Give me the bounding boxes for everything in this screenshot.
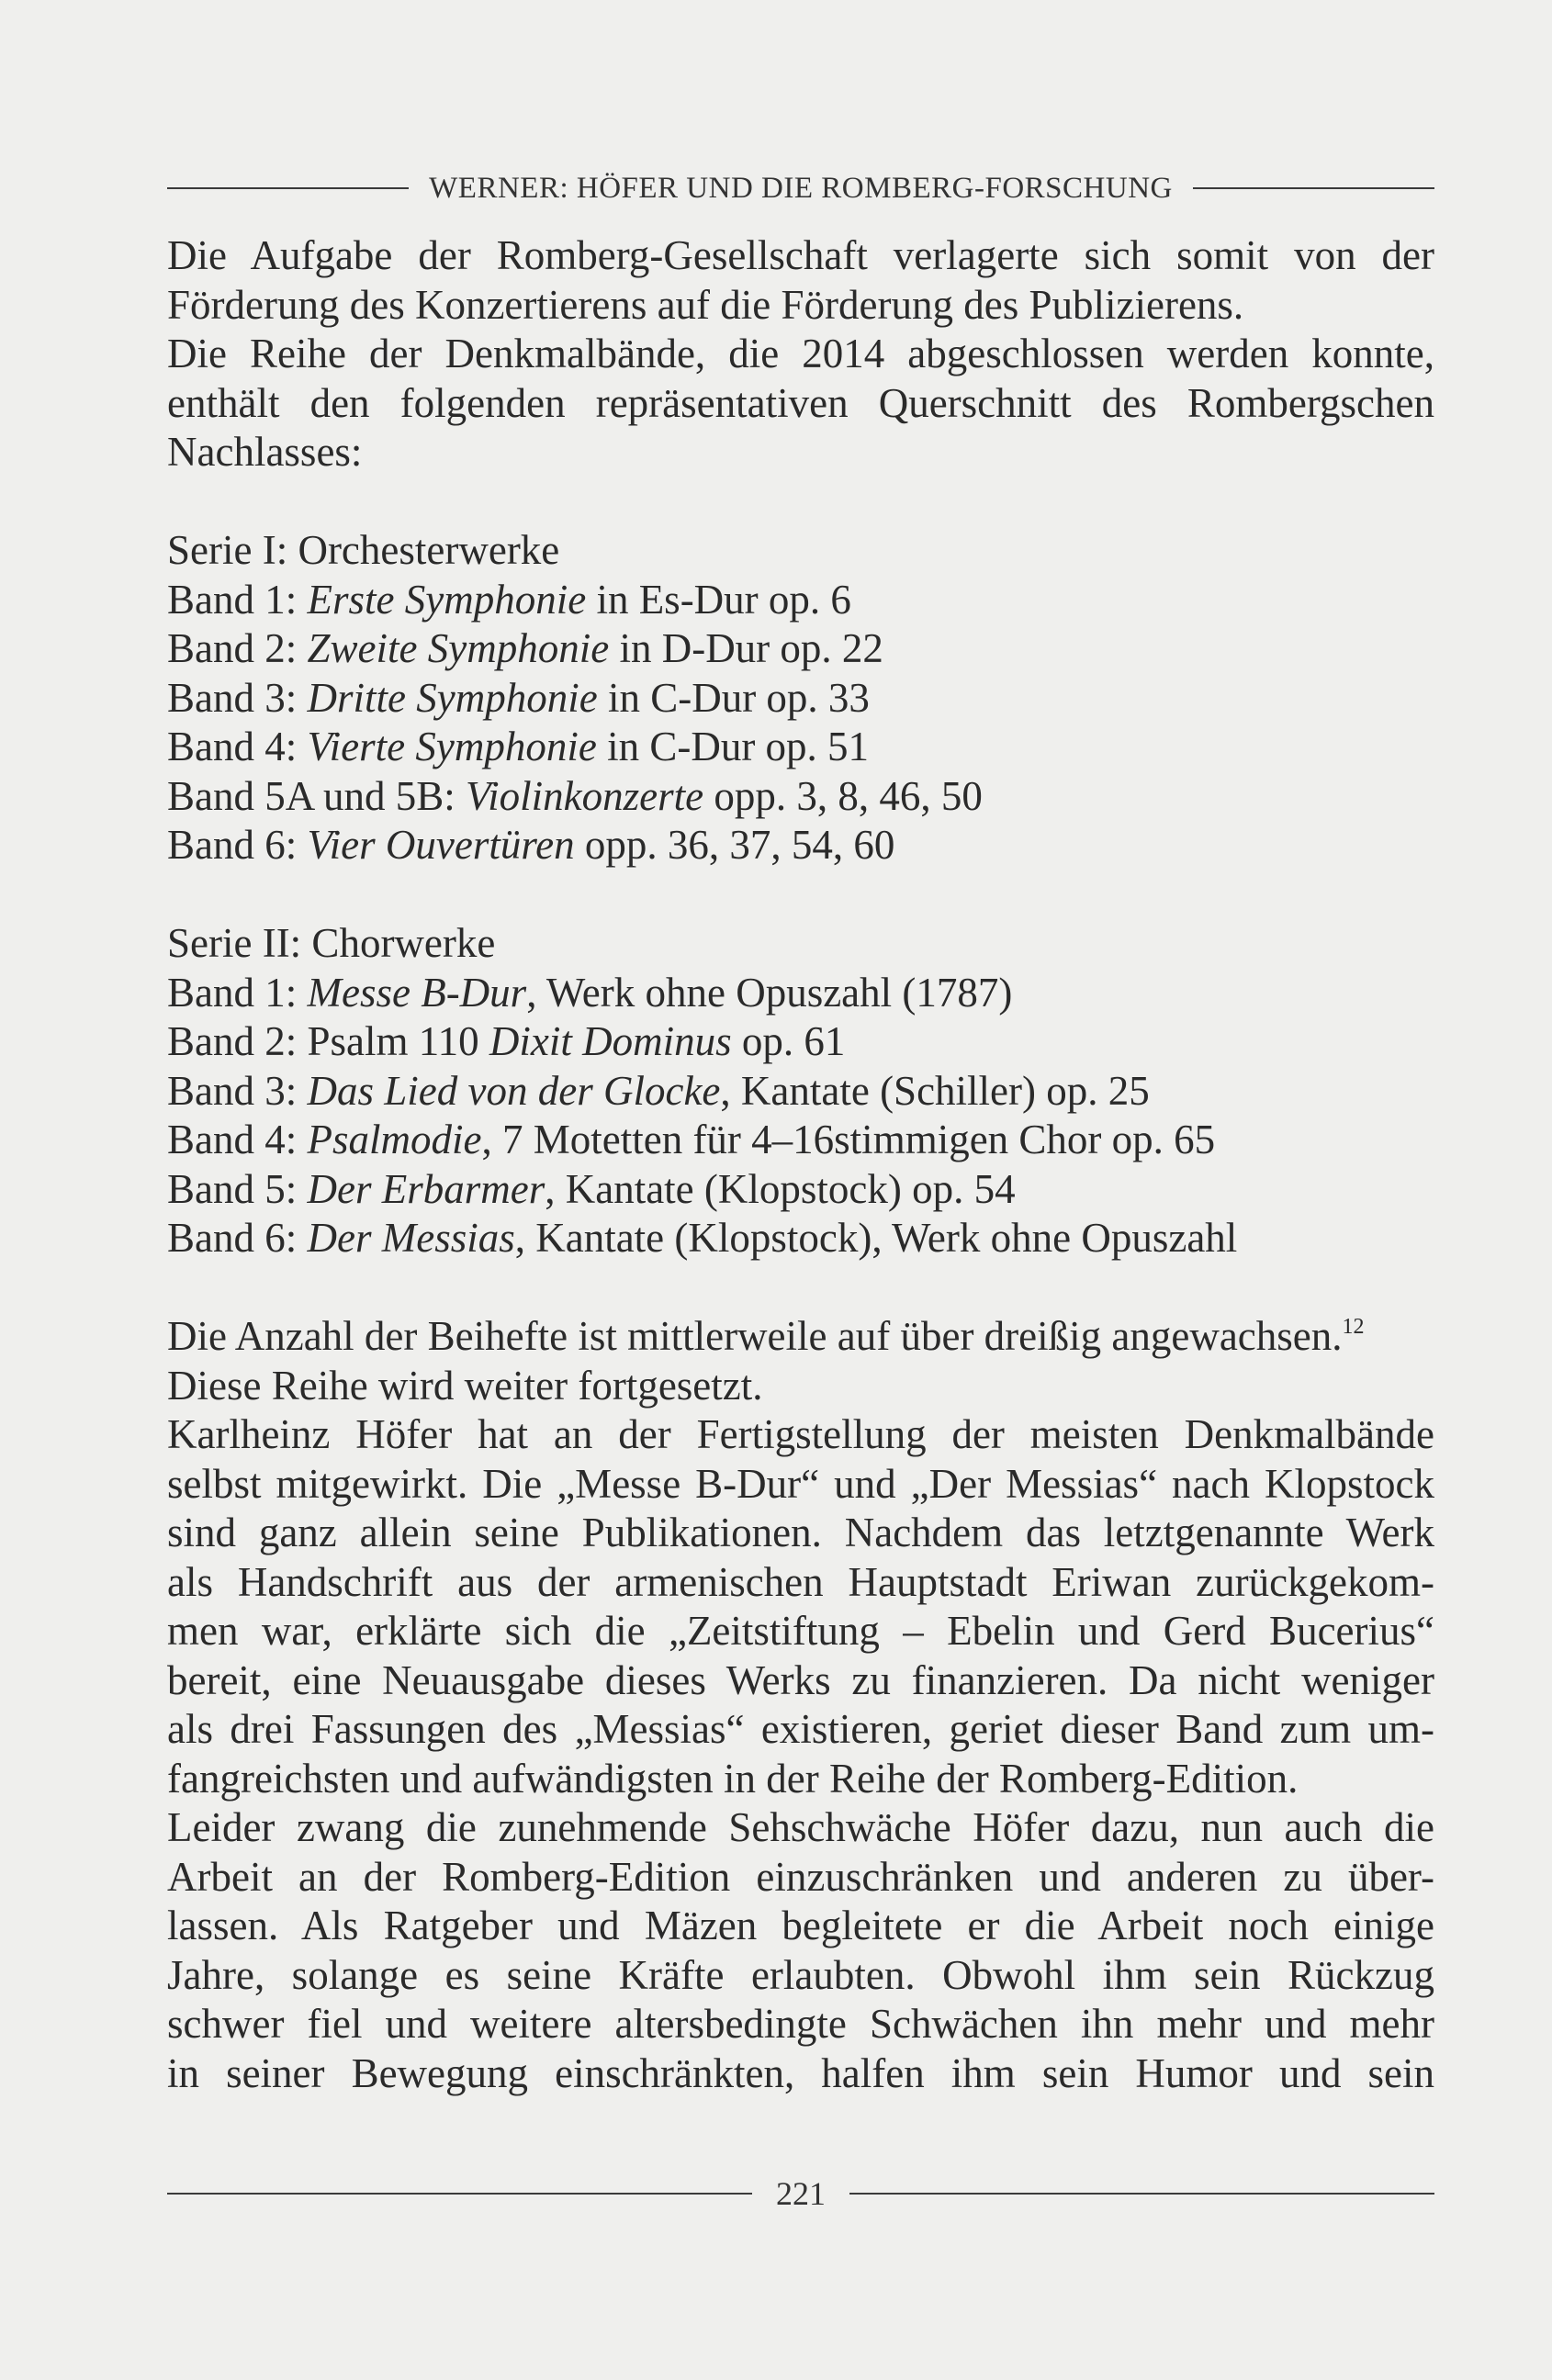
work-title: Dixit Dominus xyxy=(489,1018,732,1064)
list-item: Band 4: Psalmodie, 7 Motetten für 4–16stimmigen Chor op. 65 xyxy=(167,1117,1216,1162)
text-line: als drei Fassungen des „Messias“ existieren, geriet dieser Band zum um- xyxy=(167,1706,1434,1752)
header-rule-right xyxy=(1193,187,1434,189)
list-item: Band 2: Zweite Symphonie in D-Dur op. 22 xyxy=(167,625,883,671)
list-item: Band 6: Vier Ouvertüren opp. 36, 37, 54, 60 xyxy=(167,822,895,868)
list-item: Band 4: Vierte Symphonie in C-Dur op. 51 xyxy=(167,724,870,769)
footnote-ref[interactable]: 12 xyxy=(1342,1315,1365,1339)
text-line: Die Reihe der Denkmalbände, die 2014 abgeschlossen werden konnte, xyxy=(167,331,1434,376)
text-line: lassen. Als Ratgeber und Mäzen begleitete er die Arbeit noch einige xyxy=(167,1903,1434,1948)
footer-rule-left xyxy=(167,2193,752,2195)
running-head xyxy=(167,165,1434,211)
text-line: Leider zwang die zunehmende Sehschwäche Höfer dazu, nun auch die xyxy=(167,1804,1434,1850)
text-line: enthält den folgenden repräsentativen Querschnitt des Rombergschen xyxy=(167,379,1434,426)
text-line: als Handschrift aus der armenischen Hauptstadt Eriwan zurückgekom- xyxy=(167,1558,1434,1605)
list-item: Band 6: Der Messias, Kantate (Klopstock), Werk ohne Opuszahl xyxy=(167,1215,1238,1261)
header-rule-left xyxy=(167,187,409,189)
text-line: in seiner Bewegung einschränkten, halfen ihm sein Humor und sein xyxy=(167,2049,1434,2096)
body-text xyxy=(167,231,1434,2098)
work-title: Der Messias xyxy=(307,1215,515,1261)
running-title: WERNER: HÖFER UND DIE ROMBERG-FORSCHUNG xyxy=(429,171,1173,205)
text-line: Förderung des Konzertierens auf die Förderung des Publizierens. xyxy=(167,281,1244,328)
work-title: Dritte Symphonie xyxy=(307,674,598,721)
list-item: Band 1: Erste Symphonie in Es-Dur op. 6 xyxy=(167,576,851,623)
text-line: Die Aufgabe der Romberg-Gesellschaft verlagerte sich somit von der xyxy=(167,232,1434,278)
text-line: men war, erklärte sich die „Zeitstiftung – Ebelin und Gerd Bucerius“ xyxy=(167,1608,1434,1654)
series-heading: Serie I: Orchesterwerke xyxy=(167,527,560,573)
list-item: Band 5: Der Erbarmer, Kantate (Klopstock) op. 54 xyxy=(167,1165,1016,1212)
series-heading: Serie II: Chorwerke xyxy=(167,920,496,966)
work-title: Erste Symphonie xyxy=(307,576,587,623)
text-line: Nachlasses: xyxy=(167,429,363,475)
work-title: Messe B-Dur xyxy=(307,969,527,1016)
text-line: fangreichsten und aufwändigsten in der Reihe der Romberg-Edition. xyxy=(167,1755,1299,1802)
list-item: Band 2: Psalm 110 Dixit Dominus op. 61 xyxy=(167,1018,846,1064)
text-line: bereit, eine Neuausgabe dieses Werks zu finanzieren. Da nicht weniger xyxy=(167,1656,1434,1703)
list-item: Band 1: Messe B-Dur, Werk ohne Opuszahl (1787) xyxy=(167,969,1013,1016)
text-line: Arbeit an der Romberg-Edition einzuschränken und anderen zu über- xyxy=(167,1853,1434,1900)
work-title: Vier Ouvertüren xyxy=(307,822,575,868)
work-title: Zweite Symphonie xyxy=(307,625,610,671)
text-line: sind ganz allein seine Publikationen. Nachdem das letztgenannte Werk xyxy=(167,1510,1434,1555)
text-line: schwer fiel und weitere altersbedingte Schwächen ihn mehr und mehr xyxy=(167,2001,1434,2047)
work-title: Der Erbarmer xyxy=(307,1165,545,1212)
page-footer xyxy=(167,2171,1434,2217)
list-item: Band 5A und 5B: Violinkonzerte opp. 3, 8, 46, 50 xyxy=(167,772,983,819)
text-line: selbst mitgewirkt. Die „Messe B-Dur“ und „Der Messias“ nach Klopstock xyxy=(167,1460,1434,1507)
list-item: Band 3: Das Lied von der Glocke, Kantate (Schiller) op. 25 xyxy=(167,1067,1150,1114)
work-title: Violinkonzerte xyxy=(466,772,704,819)
work-title: Vierte Symphonie xyxy=(307,724,597,769)
work-title: Psalmodie xyxy=(307,1117,482,1162)
list-item: Band 3: Dritte Symphonie in C-Dur op. 33 xyxy=(167,674,870,721)
text-line: Jahre, solange es seine Kräfte erlaubten. Obwohl ihm sein Rückzug xyxy=(167,1951,1434,1998)
text-line: Diese Reihe wird weiter fortgesetzt. xyxy=(167,1362,763,1409)
text-line: Karlheinz Höfer hat an der Fertigstellung der meisten Denkmalbände xyxy=(167,1411,1434,1457)
footer-rule-right xyxy=(849,2193,1434,2195)
work-title: Das Lied von der Glocke xyxy=(307,1067,721,1114)
page-number: 221 xyxy=(776,2175,826,2212)
page xyxy=(167,165,1434,2098)
text-line: Die Anzahl der Beihefte ist mittlerweile auf über dreißig angewachsen.$^{12}$ xyxy=(167,1313,1365,1359)
